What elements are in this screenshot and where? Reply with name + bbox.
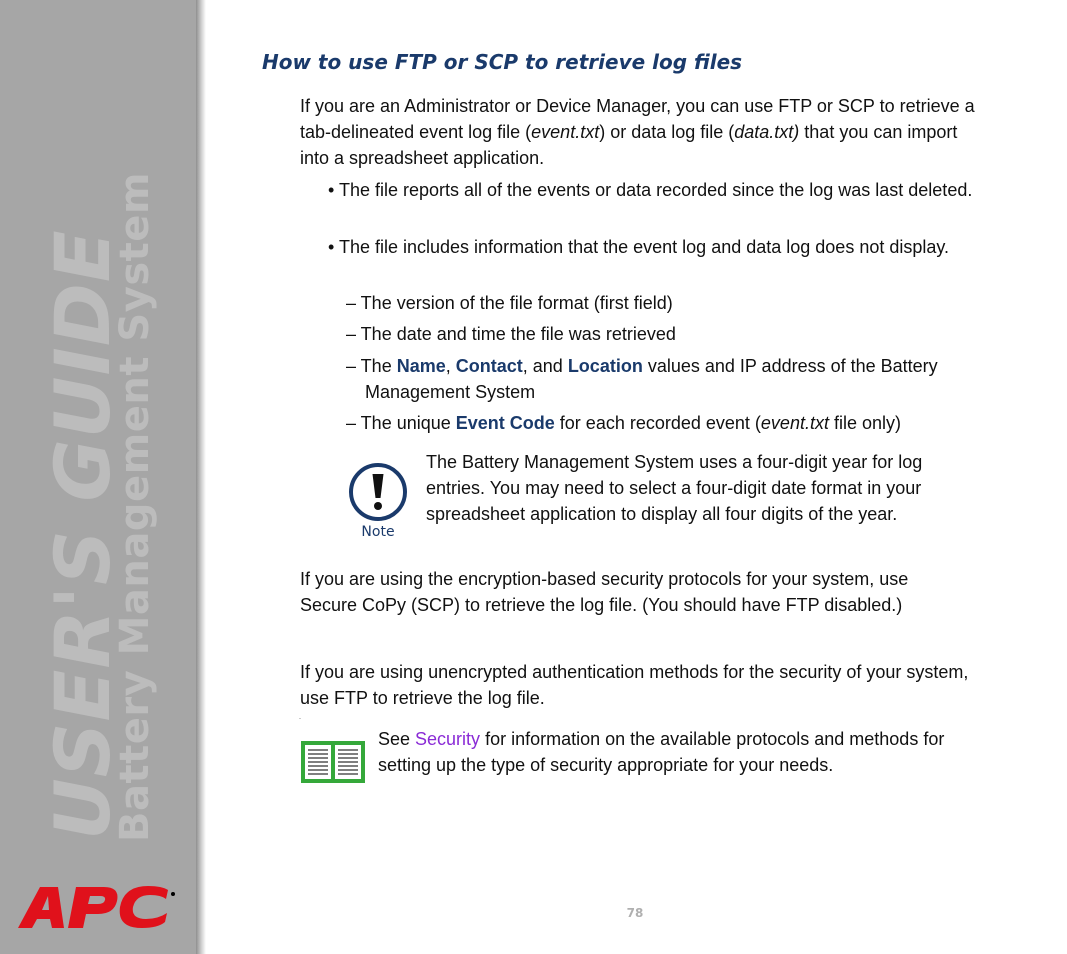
event-file-name: event.txt [531, 122, 600, 142]
see-also-text: for information on the available protocols and methods for setting up the type of security appropriate for your needs. [378, 729, 945, 775]
see-also-paragraph [378, 726, 958, 778]
tiny-mark: - [299, 716, 301, 722]
note-icon [346, 462, 410, 542]
contact-field: Contact [455, 356, 523, 376]
note-text: The Battery Management System uses a four-digit year for log entries. You may need to select a four-digit date format in your spreadsheet application to display all four digits of the year. [426, 452, 923, 524]
location-field: Location [567, 356, 643, 376]
apc-logo [18, 882, 178, 932]
guide-title: USER'S GUIDE [38, 229, 127, 840]
page-number: 78 [626, 906, 644, 920]
sub-item-text: , and [522, 356, 568, 376]
intro-text: ) or data log file ( [599, 122, 735, 142]
event-code-field: Event Code [455, 413, 555, 433]
see-also-text: See [378, 729, 416, 749]
sub-item-text: , [445, 356, 456, 376]
sub-item-text: – The [346, 356, 397, 376]
sub-item-text: file only) [828, 413, 901, 433]
ftp-paragraph: If you are using unencrypted authentication methods for the security of your system, use FTP to retrieve the log file. [300, 662, 969, 708]
product-title: Battery Management System [112, 171, 158, 842]
security-link[interactable]: Security [415, 729, 481, 749]
name-field: Name [396, 356, 446, 376]
sub-item [346, 353, 985, 405]
data-file-name: data.txt) [734, 122, 800, 142]
scp-paragraph: If you are using the encryption-based security protocols for your system, use Secure CoPy (SCP) to retrieve the log file. (You should have FTP disabled.) [300, 569, 909, 615]
sub-item-text: values and IP address of the Battery Management System [365, 356, 938, 402]
intro-text: that you can import into a spreadsheet application. [300, 122, 958, 168]
bullet-item: • The file includes information that the event log and data log does not display. [328, 237, 950, 257]
sub-item: – The version of the file format (first field) [346, 293, 673, 313]
intro-text: If you are an Administrator or Device Manager, you can use FTP or SCP to retrieve a tab-delineated event log file ( [300, 96, 975, 142]
note-label: Note [361, 524, 395, 540]
event-file-name: event.txt [760, 413, 829, 433]
sidebar-shadow [196, 0, 206, 954]
bullet-item: • The file reports all of the events or data recorded since the log was last deleted. [328, 180, 973, 200]
intro-paragraph [300, 93, 980, 171]
sub-item-text: for each recorded event ( [554, 413, 761, 433]
section-title: How to use FTP or SCP to retrieve log files [262, 50, 743, 74]
sub-item [346, 410, 1026, 436]
sub-item: – The date and time the file was retrieved [346, 324, 676, 344]
book-icon [300, 740, 366, 784]
sub-item-text: – The unique [346, 413, 456, 433]
